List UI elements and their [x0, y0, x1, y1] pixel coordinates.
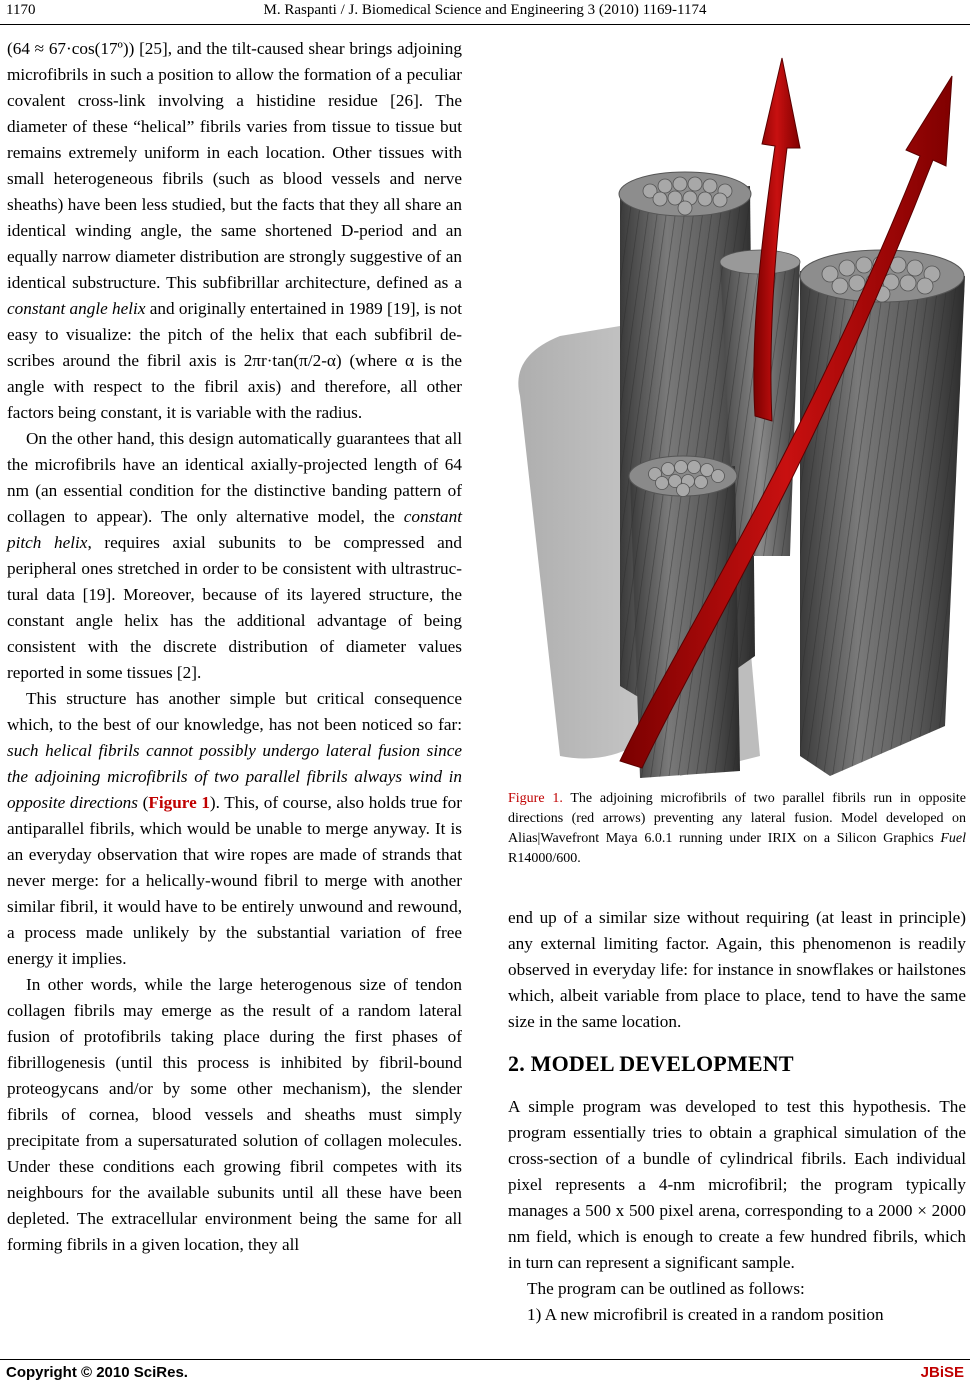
journal-abbreviation: JBiSE — [920, 1364, 964, 1381]
paragraph: On the other hand, this design automatically guarantees that all the microfibrils have an identical axially-projected length of 64 nm (an essential condition for the distinctive banding pattern of collagen to appear). The only alternative model, the constant pitch helix, requires axial subunits to be compressed and peripheral ones stretched in order to be consistent with ultrastructural data [19]. Moreover, because of its layered structure, the constant angle helix has the additional advantage of being consistent with the discrete distribution of diameter values reported in some tissues [2]. — [7, 429, 462, 682]
figure-1-caption: Figure 1. The adjoining microfibrils of two parallel fibrils run in opposite directions (red arrows) preventing any lateral fusion. Model developed on Alias|Wavefront Maya 6.0.1 running under IRIX on a Silicon Graphics Fuel R14000/600. — [508, 791, 967, 866]
paragraph: This structure has another simple but critical consequence which, to the best of our knowledge, has not been noticed so far: such helical fibrils cannot possibly undergo lateral fusion since the adjoining microfibrils of two parallel fibrils always wind in opposite directions (Figure 1). This, of course, also holds true for antiparallel fibrils, which would be unable to merge anyway. It is an everyday observation that wire ropes are made of strands that never merge: for a helically-wound fibril to merge with another similar fibril, it would have to be entirely unwound and rewound, a process made unlikely by the substantial variation of free energy it implies. — [7, 689, 462, 968]
header-rule — [0, 24, 970, 25]
right-column-top — [508, 905, 966, 1035]
right-column-bottom — [508, 1094, 966, 1328]
paragraph: end up of a similar size without requiring (at least in principle) any external limiting factor. Again, this phenomenon is readily observed in everyday life: for instance in snowflakes or hailstones which, albeit variable from place to place, tend to have the same size in the same location. — [508, 908, 966, 1031]
figure-1-link[interactable]: Figure 1 — [148, 793, 210, 812]
fibril-right-tall — [800, 250, 965, 776]
page-number: 1170 — [6, 2, 36, 18]
figure-label: Figure 1. — [508, 791, 563, 806]
page-header — [0, 0, 970, 26]
paragraph: The program can be outlined as follows: — [527, 1279, 805, 1298]
paragraph: (64 ≈ 67·cos(17º)) [25], and the tilt-caused shear brings adjoining microfibrils in such a position to allow the formation of a peculiar covalent cross-link involving a histidine residue [26]. The diameter of these “helical” fibrils varies from tissue to tissue but remains extremely uniform in each location. Other tissues with small heterogeneous fibrils (such as blood vessels and nerve sheaths) have been less studied, but the facts that they all share an identical winding angle, the same shortened D-period and an equally narrow diameter distribution are strongly suggestive of an identical substructure. This subfibrillar architecture, defined as a constant angle helix and originally entertained in 1989 [19], is not easy to visualize: the pitch of the helix that each subfibril describes around the fibril axis is 2πr·tan(π/2-α) (where α is the angle with respect to the fibril axis) and therefore, all other factors being constant, it is variable with the radius. — [7, 39, 462, 422]
figure-1-image — [500, 36, 968, 778]
footer-rule — [0, 1359, 970, 1360]
paragraph: A simple program was developed to test this hypothesis. The program essentially tries to obtain a graphical simulation of the cross-section of a bundle of cylindrical fibrils. Each individual pixel represents a 4-nm microfibril; the program typically manages a 500 x 500 pixel arena, corresponding to a 2000 × 2000 nm field, which is enough to create a few hundred fibrils, which in turn can represent a significant sample. — [508, 1097, 966, 1272]
section-heading: 2. MODEL DEVELOPMENT — [508, 1051, 794, 1076]
left-column — [7, 36, 462, 1258]
copyright-notice: Copyright © 2010 SciRes. — [6, 1364, 188, 1381]
paragraph: In other words, while the large heterogenous size of tendon collagen fibrils may emerge as the result of a random lateral fusion of protofibrils taking place during the first phases of fibrillogenesis (until this process is inhibited by fibril-bound proteogycans and/or by some other mechanism), the slender fibrils of cornea, blood vessels and sheaths must simply precipitate from a supersaturated solution of collagen molecules. Under these conditions each growing fibril competes with its neighbours for the available subunits until all these have been depleted. The extracellular environment being the same for all forming fibrils in a given location, they all — [7, 975, 462, 1254]
fibril-model-illustration — [500, 36, 968, 778]
running-head: M. Raspanti / J. Biomedical Science and Engineering 3 (2010) 1169-1174 — [263, 2, 707, 18]
paragraph: 1) A new microfibril is created in a random position — [527, 1305, 884, 1324]
